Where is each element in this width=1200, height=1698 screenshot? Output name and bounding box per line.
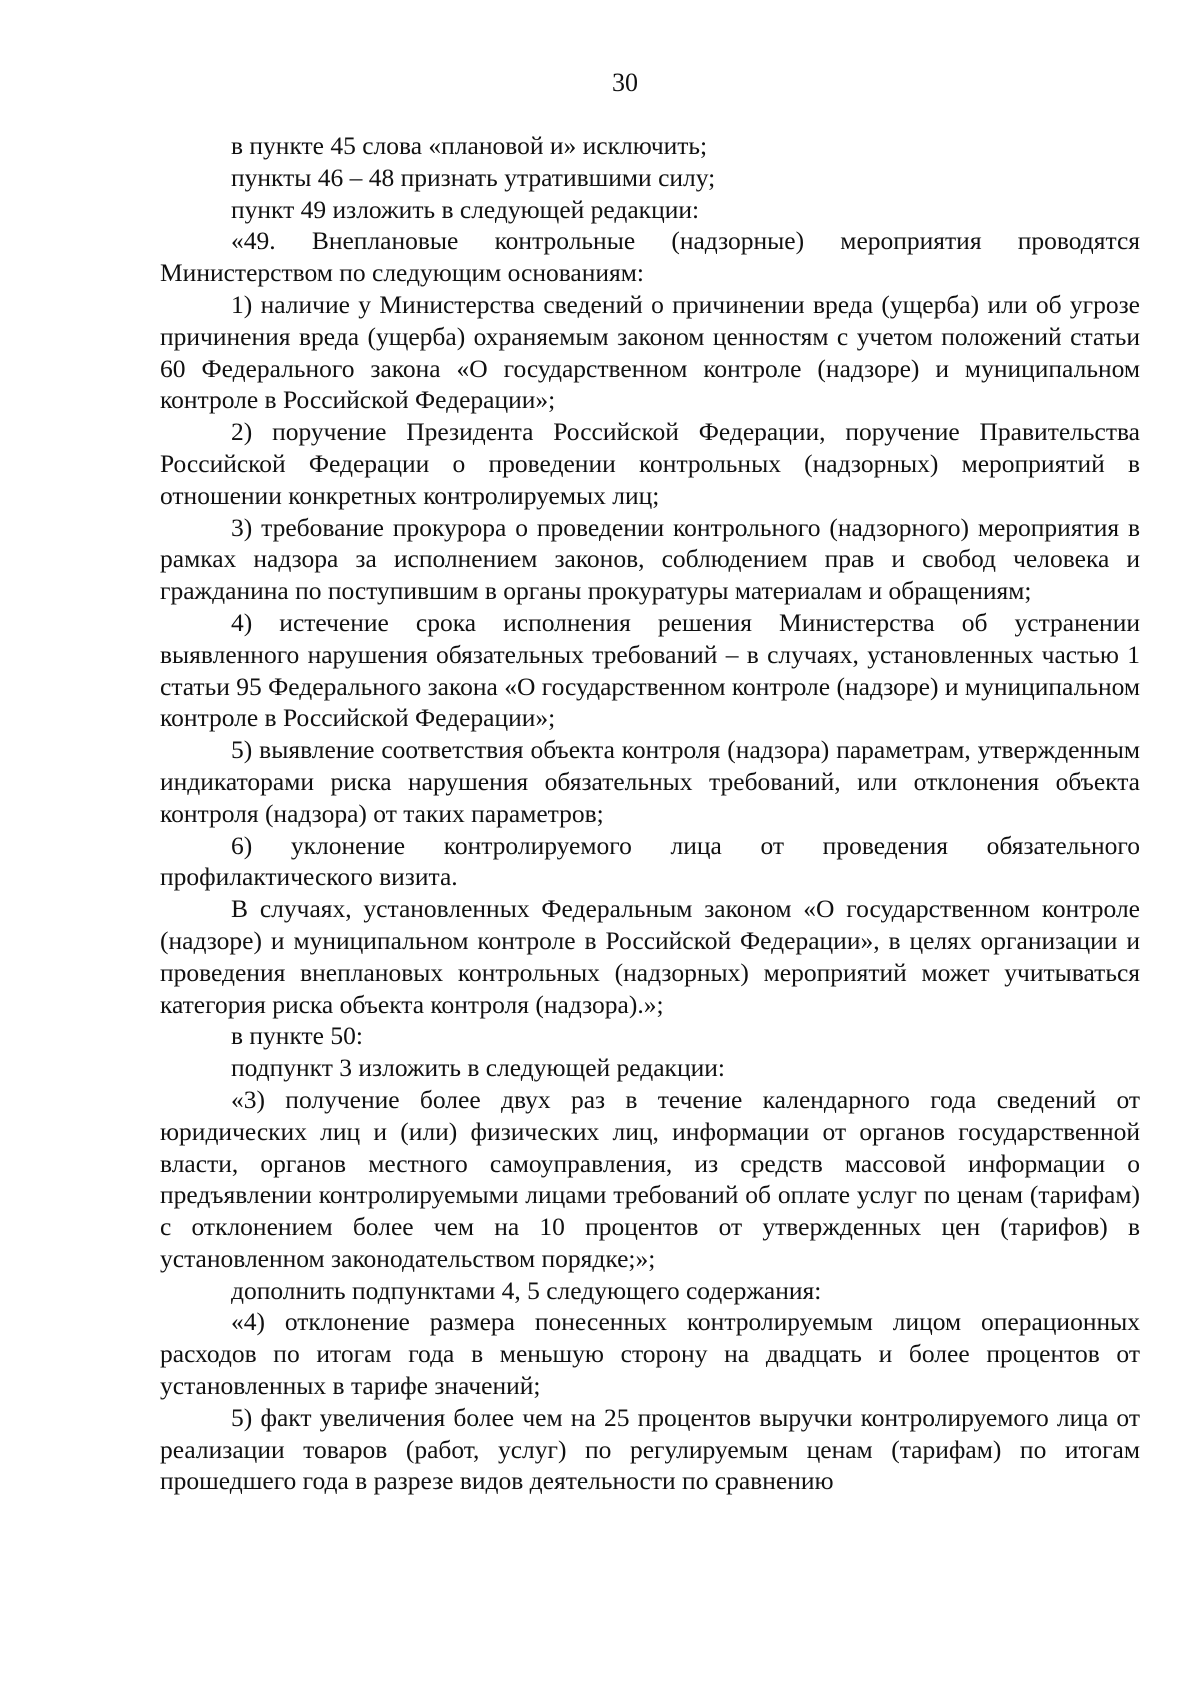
paragraph: в пункте 45 слова «плановой и» исключить; (231, 131, 708, 160)
paragraph: 6) уклонение контролируемого лица от проведения обязательного профилактического визита. (160, 830, 1140, 892)
document-body (160, 130, 1140, 1497)
paragraph: дополнить подпунктами 4, 5 следующего содержания: (231, 1275, 822, 1305)
paragraph: в пункте 50: (231, 1021, 363, 1051)
paragraph: В случаях, установленных Федеральным законом «О государственном контроле (надзоре) и муниципальном контроле в Российской Федерации», в целях организации и проведения внеплановых контрольных (надзорных) мероприятий может учитываться категория риска объекта контроля (надзора).»; (160, 894, 1140, 1019)
paragraph: 5) факт увеличения более чем на 25 процентов выручки контролируемого лица от реализации товаров (работ, услуг) по регулируемым ценам (тарифам) по итогам прошедшего года в разрезе видов деятельности по сравнению (160, 1402, 1140, 1496)
paragraph: «49. Внеплановые контрольные (надзорные) мероприятия проводятся Министерством по следующим основаниям: (160, 226, 1140, 288)
paragraph: подпункт 3 изложить в следующей редакции: (231, 1053, 725, 1083)
paragraph: 3) требование прокурора о проведении контрольного (надзорного) мероприятия в рамках надзора за исполнением законов, соблюдением прав и свобод человека и гражданина по поступившим в органы прокуратуры материалам и обращениям; (160, 512, 1140, 606)
paragraph: «3) получение более двух раз в течение календарного года сведений от юридических лиц и (или) физических лиц, информации от органов государственной власти, органов местного самоуправления, из средств массовой информации о предъявлении контролируемыми лицами требований об оплате услуг по ценам (тарифам) с отклонением более чем на 10 процентов от утвержденных цен (тарифов) в установленном законодательством порядке;»; (160, 1084, 1140, 1273)
paragraph: 5) выявление соответствия объекта контроля (надзора) параметрам, утвержденным индикаторами риска нарушения обязательных требований, или отклонения объекта контроля (надзора) от таких параметров; (160, 735, 1140, 828)
page-number: 30 (612, 68, 638, 97)
paragraph: пункты 46 – 48 признать утратившими силу; (231, 162, 716, 192)
paragraph: пункт 49 изложить в следующей редакции: (231, 194, 700, 224)
paragraph: 4) истечение срока исполнения решения Министерства об устранении выявленного нарушения обязательных требований – в случаях, установленных частью 1 статьи 95 Федерального закона «О государственном контроле (надзоре) и муниципальном контроле в Российской Федерации»; (160, 607, 1140, 733)
paragraph: 2) поручение Президента Российской Федерации, поручение Правительства Российской Федерации о проведении контрольных (надзорных) мероприятий в отношении конкретных контролируемых лиц; (160, 417, 1140, 510)
paragraph: «4) отклонение размера понесенных контролируемым лицом операционных расходов по итогам года в меньшую сторону на двадцать и более процентов от установленных в тарифе значений; (160, 1307, 1140, 1401)
paragraph: 1) наличие у Министерства сведений о причинении вреда (ущерба) или об угрозе причинения вреда (ущерба) охраняемым законом ценностям с учетом положений статьи 60 Федерального закона «О государственном контроле (надзоре) и муниципальном контроле в Российской Федерации»; (160, 289, 1140, 415)
